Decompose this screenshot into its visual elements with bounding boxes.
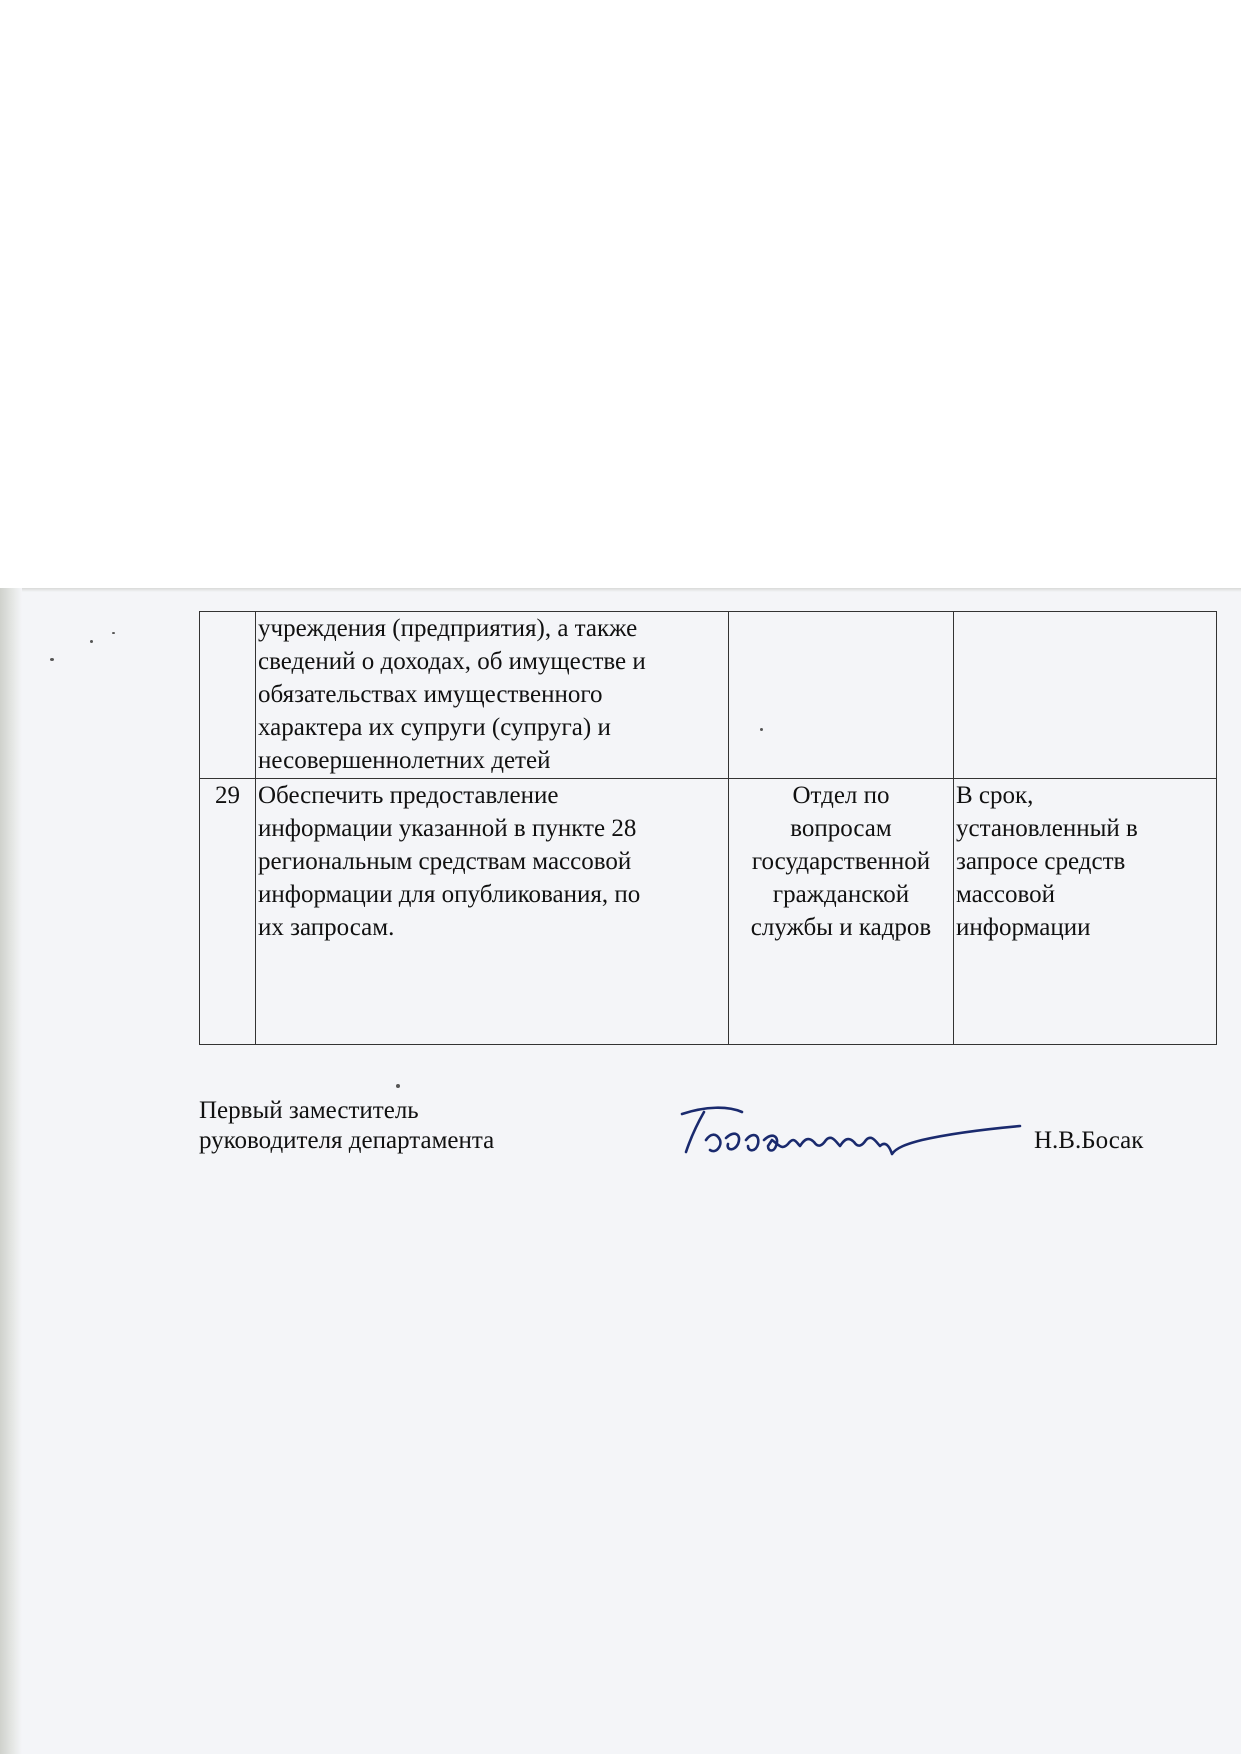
responsible-cell (729, 779, 954, 1045)
scan-speck (90, 640, 93, 643)
term-cell (954, 779, 1217, 1045)
task-line: обязательствах имущественного (258, 681, 603, 708)
handwritten-signature-icon (676, 1100, 1036, 1170)
plan-table (199, 611, 1217, 1045)
term-line: запросе средств (956, 848, 1126, 875)
task-line: характера их супруги (супруга) и (258, 714, 611, 741)
task-line: региональным средствам массовой (258, 848, 632, 875)
row-number-cell: 29 (200, 779, 256, 1045)
responsible-line: Отдел по (792, 782, 890, 809)
task-line: сведений о доходах, об имуществе и (258, 648, 646, 675)
task-cell (256, 779, 729, 1045)
table-row (200, 612, 1217, 779)
signatory-name: Н.В.Босак (1034, 1127, 1144, 1154)
task-line: информации указанной в пункте 28 (258, 815, 637, 842)
row-number-cell (200, 612, 256, 779)
scan-speck (112, 632, 115, 634)
scan-speck (396, 1084, 400, 1088)
responsible-line: службы и кадров (750, 914, 932, 941)
position-line: Первый заместитель (199, 1097, 419, 1124)
term-line: установленный в (956, 815, 1138, 842)
task-line: учреждения (предприятия), а также (258, 615, 638, 642)
term-line: массовой (956, 881, 1055, 908)
task-line: информации для опубликования, по (258, 881, 641, 908)
term-line: информации (956, 914, 1091, 941)
scan-speck (50, 658, 54, 661)
responsible-line: вопросам (790, 815, 892, 842)
task-line: Обеспечить предоставление (258, 782, 559, 809)
responsible-line: государственной (751, 848, 931, 875)
responsible-line: гражданской (772, 881, 910, 908)
scan-top-edge (0, 588, 1241, 592)
term-line: В срок, (956, 782, 1034, 809)
signatory-position (199, 1096, 494, 1156)
scan-left-shadow (0, 588, 22, 1754)
responsible-cell (729, 612, 954, 779)
term-cell (954, 612, 1217, 779)
table-row (200, 779, 1217, 1045)
task-line: несовершеннолетних детей (258, 747, 551, 774)
task-line: их запросам. (258, 914, 395, 941)
position-line: руководителя департамента (199, 1127, 495, 1154)
task-cell (256, 612, 729, 779)
